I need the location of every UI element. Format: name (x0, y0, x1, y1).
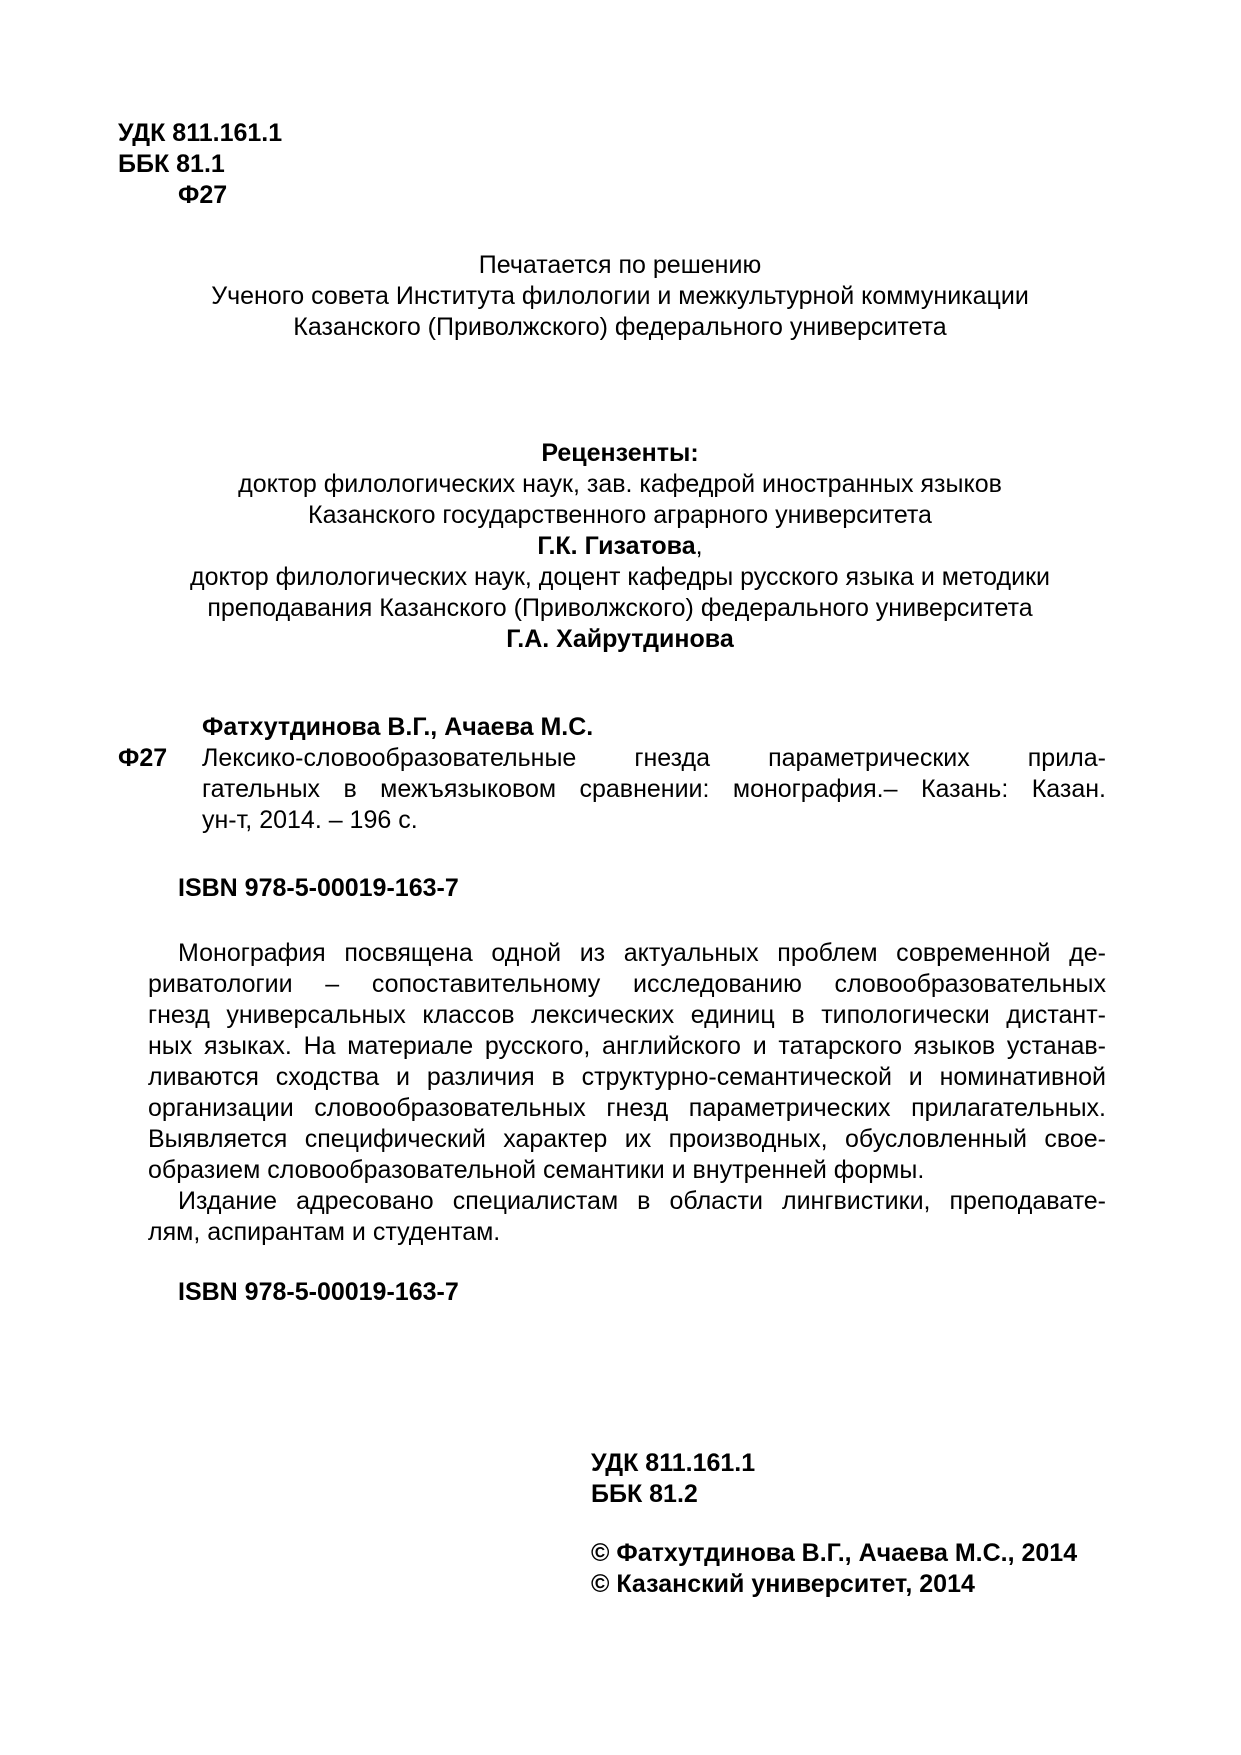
bbk-code-bottom: ББК 81.2 (591, 1480, 698, 1508)
reviewer1-name: Г.К. Гизатова (537, 532, 696, 560)
decision-line: Печатается по решению (478, 251, 762, 279)
decision-line: Ученого совета Института филологии и межкультурной коммуникации (211, 282, 1029, 310)
classification-block (118, 118, 282, 211)
bibliographic-description (202, 743, 1106, 836)
publication-decision (150, 250, 1090, 343)
abstract-line: Монография посвящена одной из актуальных проблем современной де- (178, 939, 1106, 967)
abstract-line: ливаются сходства и различия в структурно-семантической и номинативной (148, 1063, 1106, 1091)
abstract-line: лям, аспирантам и студентам. (148, 1218, 501, 1246)
reviewer1-position: доктор филологических наук, зав. кафедрой иностранных языков (238, 470, 1002, 498)
book-authors: Фатхутдинова В.Г., Ачаева М.С. (202, 713, 594, 741)
bottom-classification (591, 1448, 755, 1510)
reviewer1-affiliation: Казанского государственного аграрного университета (308, 501, 932, 529)
udk-code-bottom: УДК 811.161.1 (591, 1449, 756, 1477)
abstract-line: гнезд универсальных классов лексических единиц в типологически дистант- (148, 1001, 1106, 1029)
reviewer2-position: доктор филологических наук, доцент кафедры русского языка и методики (190, 563, 1050, 591)
description-line: ун-т, 2014. – 196 с. (202, 806, 418, 834)
isbn-bottom: ISBN 978-5-00019-163-7 (178, 1278, 459, 1306)
description-line: Лексико-словообразовательные гнезда параметрических прила- (202, 744, 1106, 772)
reviewer2-name: Г.А. Хайрутдинова (506, 625, 734, 653)
book-sign: Ф27 (118, 744, 168, 772)
isbn-top: ISBN 978-5-00019-163-7 (178, 874, 459, 902)
abstract (148, 938, 1106, 1248)
reviewers-heading: Рецензенты: (541, 439, 699, 467)
abstract-line: организации словообразовательных гнезд параметрических прилагательных. (148, 1094, 1106, 1122)
reviewer1-separator: , (695, 532, 703, 560)
copyright-block (591, 1538, 1077, 1600)
bbk-code: ББК 81.1 (118, 150, 225, 178)
abstract-line: риватологии – сопоставительному исследованию словообразовательных (148, 970, 1106, 998)
udk-code: УДК 811.161.1 (118, 119, 283, 147)
abstract-line: образием словообразовательной семантики и внутренней формы. (148, 1156, 925, 1184)
author-sign: Ф27 (178, 181, 228, 209)
abstract-line: Выявляется специфический характер их производных, обусловленный свое- (148, 1125, 1106, 1153)
abstract-line: Издание адресовано специалистам в области лингвистики, преподавате- (178, 1187, 1106, 1215)
decision-line: Казанского (Приволжского) федерального университета (293, 313, 947, 341)
copyright-authors: © Фатхутдинова В.Г., Ачаева М.С., 2014 (591, 1539, 1078, 1567)
reviewers-block (130, 438, 1110, 655)
reviewer2-affiliation: преподавания Казанского (Приволжского) федерального университета (207, 594, 1033, 622)
reviewer1-name-line (130, 531, 1110, 562)
description-line: гательных в межъязыковом сравнении: монография.– Казань: Казан. (202, 775, 1106, 803)
abstract-line: ных языках. На материале русского, английского и татарского языков устанав- (148, 1032, 1106, 1060)
copyright-university: © Казанский университет, 2014 (591, 1570, 975, 1598)
